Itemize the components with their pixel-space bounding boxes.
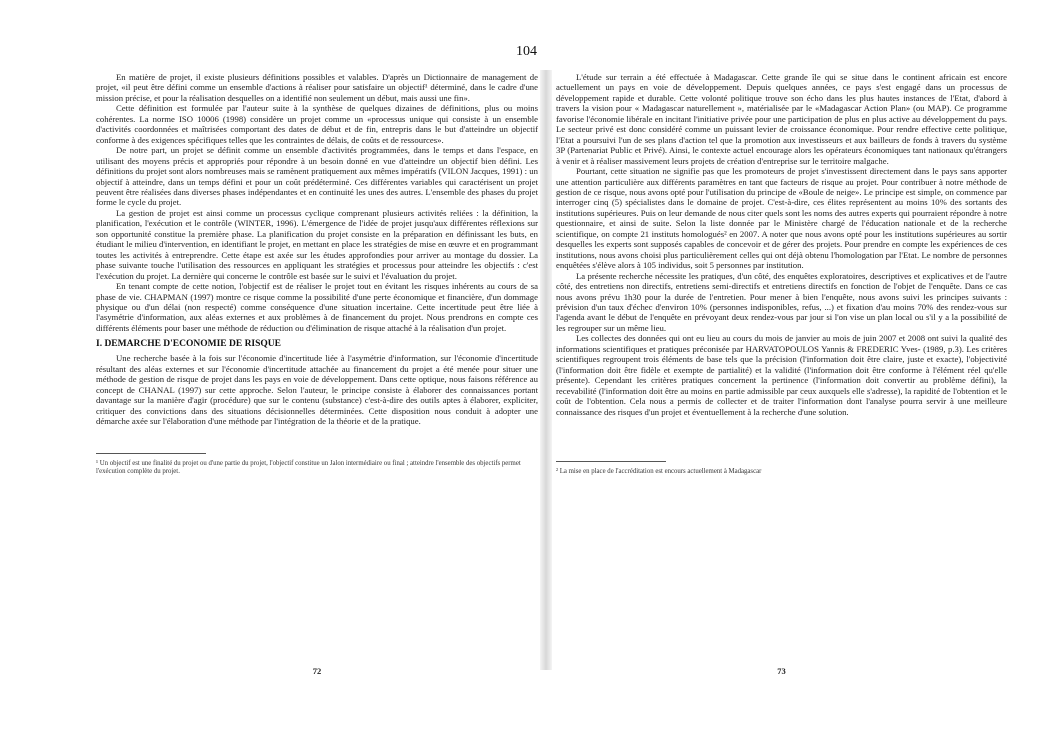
right-paragraph-4: Les collectes des données qui ont eu lieu au cours du mois de janvier au mois de juin 2007 et 2008 ont suivi la qualité des informations scientifiques et pratiques préconisée par HARVATOPOULOS Yannis & FREDERIC Yves- (1989, p.3). Les critères scientifiques regroupent trois éléments de base tels que la précision (l'information doit être claire, juste et exacte), l'objectivité (l'information doit être fidèle et exempte de partialité) et la validité (l'information doit être conforme à l'élément réel qu'elle présente). Cependant les critères pratiques concernent la pertinence (l'information doit convertir au problème défini), la recevabilité (l'information doit être au moins en partie admissible par ceux auxquels elle s'adresse), la rapidité de l'obtention et le coût de l'obtention. Cela nous a permis de collecter et de traiter l'information dont l'analyse pourra servir à une meilleure connaissance des risques d'un projet et éventuellement à la recherche d'une solution. [556, 333, 1007, 417]
left-paragraph-2: Cette définition est formulée par l'auteur suite à la synthèse de quelques dizaines de définitions, plus ou moins cohérentes. La norme ISO 10006 (1998) considère un projet comme un «processus unique qui consiste à un ensemble d'activités coordonnées et maîtrisées comportant des dates de début et de fin, entrepris dans le but d'atteindre un objectif conforme à des exigences spécifiques telles que les contraintes de délais, de coûts et de ressources». [96, 103, 538, 145]
book-page-number: 104 [516, 44, 537, 59]
footnote-rule [96, 453, 206, 454]
left-paragraph-4: La gestion de projet est ainsi comme un processus cyclique comprenant plusieurs activités reliées : la définition, la planification, l'exécution et le contrôle (WINTER, 1996). L'émergence de l'idée de projet jusqu'aux différentes réflexions sur son opportunité constitue la première phase. La planification du projet consiste en la préparation en définissant les buts, en étudiant le milieu d'intervention, en identifiant le projet, en mettant en place les stratégies de mise en œuvre et en programmant toutes les activités à entreprendre. Cette étape est axée sur les études approfondies pour arriver au montage du dossier. La phase suivante touche l'utilisation des ressources en appliquant les stratégies et processus pour atteindre les objectifs : c'est l'exécution du projet. La dernière qui concerne le contrôle est basée sur le suivi et l'évaluation du projet. [96, 207, 538, 281]
right-page [556, 72, 1007, 676]
left-paragraph-3: De notre part, un projet se définit comme un ensemble d'activités programmées, dans le temps et dans l'espace, en utilisant des moyens précis et appropriés pour répondre à un besoin donné en vue d'atteindre un objectif bien défini. Les définitions du projet sont alors nombreuses mais se ramènent pratiquement aux mêmes impératifs (VILON Jacques, 1991) : un objectif à atteindre, dans un temps défini et pour un coût prédéterminé. Ces différentes variables qui caractérisent un projet peuvent être réalisées dans diverses phases indépendantes et en continuité les unes des autres. L'ensemble des phases du projet forme le cycle du projet. [96, 145, 538, 208]
footnote-rule [556, 461, 666, 462]
section-heading: I. DEMARCHE D'ECONOMIE DE RISQUE [96, 339, 282, 350]
left-section-paragraph: Une recherche basée à la fois sur l'économie d'incertitude liée à l'asymétrie d'information, sur l'économie d'incertitude résultant des aléas externes et sur l'économie d'incertitude attachée au financement du projet a été menée pour situer une méthode de gestion de risque de projet dans les pays en voie de développement. Dans cette optique, nous faisons référence au concept de CHANAL (1997) sur cette approche. Selon l'auteur, le principe consiste à élaborer des connaissances portant davantage sur la manière d'agir (procédure) que sur le contenu (substance) c'est-à-dire des outils aptes à élaborer, expliciter, critiquer des convictions dans des situations décisionnelles déterminées. Cette disposition nous conduit à adopter une démarche axée sur l'élaboration d'une méthode par l'intégration de la théorie et de la pratique. [96, 353, 538, 427]
left-page-number: 72 [312, 666, 322, 676]
right-footnote: ² La mise en place de l'accréditation est encours actuellement à Madagascar [556, 467, 762, 475]
left-paragraph-5: En tenant compte de cette notion, l'objectif est de réaliser le projet tout en évitant les risques inhérents au cours de sa phase de vie. CHAPMAN (1997) montre ce risque comme la possibilité d'une perte économique et financière, d'un dommage physique ou d'un délai (non respecté) comme conséquence d'une situation incertaine. Cette incertitude peut être liée à l'asymétrie d'information, aux aléas externes et aux problèmes à de financement du projet. Nous prendrons en compte ces différents éléments pour baser une méthode de réduction ou d'élimination de risque attaché à la réalisation d'un projet. [96, 281, 538, 333]
left-paragraph-1: En matière de projet, il existe plusieurs définitions possibles et valables. D'après un Dictionnaire de management de projet, «il peut être défini comme un ensemble d'actions à réaliser pour satisfaire un objectif¹ déterminé, dans le cadre d'une mission précise, et pour la réalisation desquelles on a identifié non seulement un début, mais aussi une fin». [96, 72, 538, 103]
right-paragraph-1: L'étude sur terrain a été effectuée à Madagascar. Cette grande île qui se situe dans le continent africain est encore actuellement un pays en voie de développement. Depuis quelques années, ce pays s'est engagé dans un processus de développement rapide et durable. Cette volonté politique trouve son écho dans les plus hautes instances de l'Etat, d'abord à travers la vision pour « Madagascar naturellement », matérialisée par le «Madagascar Action Plan» (ou MAP). Ce programme favorise l'économie libérale en incitant l'initiative privée pour une participation de plus en plus active au développement du pays. Le secteur privé est donc considéré comme un puissant levier de croissance économique. Pour rendre effective cette politique, l'Etat a poursuivi l'un de ses plans d'action tel que la promotion aux investisseurs et aux bailleurs de fonds à travers du système 3P (Partenariat Public et Privé). Ainsi, le contexte actuel encourage alors les opérateurs économiques tant nationaux qu'étrangers à venir et à réaliser massivement leurs projets de création d'entreprise sur le territoire malgache. [556, 72, 1007, 166]
left-footnote: ¹ Un objectif est une finalité du projet ou d'une partie du projet, l'objectif constitue un Jalon intermédiaire ou final ; atteindre l'ensemble des objectifs permet l'exécution complète du projet. [96, 459, 521, 475]
left-page [96, 72, 538, 676]
right-paragraph-2: Pourtant, cette situation ne signifie pas que les promoteurs de projet s'investissent directement dans le pays sans apporter une attention particulière aux différents paramètres en tant que facteurs de risque au projet. Pour contribuer à notre méthode de gestion de ce risque, nous avons opté pour l'utilisation du principe de «Boule de neige». Le principe est simple, on commence par interroger cinq (5) spécialistes dans le domaine de projet. C'est-à-dire, ces élites représentent au moins 10% des sortants des institutions supérieures. Puis on leur demande de nous citer quels sont les noms des autres experts qui pourraient répondre à notre questionnaire, et ainsi de suite. Selon la liste donnée par le Ministère chargé de l'éducation nationale et de la recherche scientifique, on compte 21 instituts homologués² en 2007. A noter que nous avons opté pour les institutions supérieures au sortir desquelles les experts sont supposés capables de concevoir et de gérer des projets. Pour prendre en compte les expériences de ces institutions, nous avons choisi plus particulièrement celles qui ont déjà obtenu l'homologation par l'Etat. Le nombre de personnes enquêtées s'élève alors à 105 individus, soit 5 personnes par institution. [556, 166, 1007, 271]
right-page-number: 73 [777, 666, 786, 676]
right-paragraph-3: La présente recherche nécessite les pratiques, d'un côté, des enquêtes exploratoires, descriptives et explicatives et de l'autre côté, des entretiens non directifs, entretiens semi-directifs et entretiens directifs en fonction de l'objet de l'enquête. Dans ce cas nous avons prévu 1h30 pour la durée de l'entretien. Pour mener à bien l'enquête, nous avons suivi les principes suivants : prévision d'un taux d'échec d'environ 10% (personnes indisponibles, refus, ...) et fixation d'au moins 70% des rendez-vous sur l'agenda avant le début de l'enquête en prévoyant deux rendez-vous par jour si l'on vise un plan local ou s'il y a la possibilité de les regrouper sur un même lieu. [556, 270, 1007, 333]
book-gutter [540, 70, 552, 670]
